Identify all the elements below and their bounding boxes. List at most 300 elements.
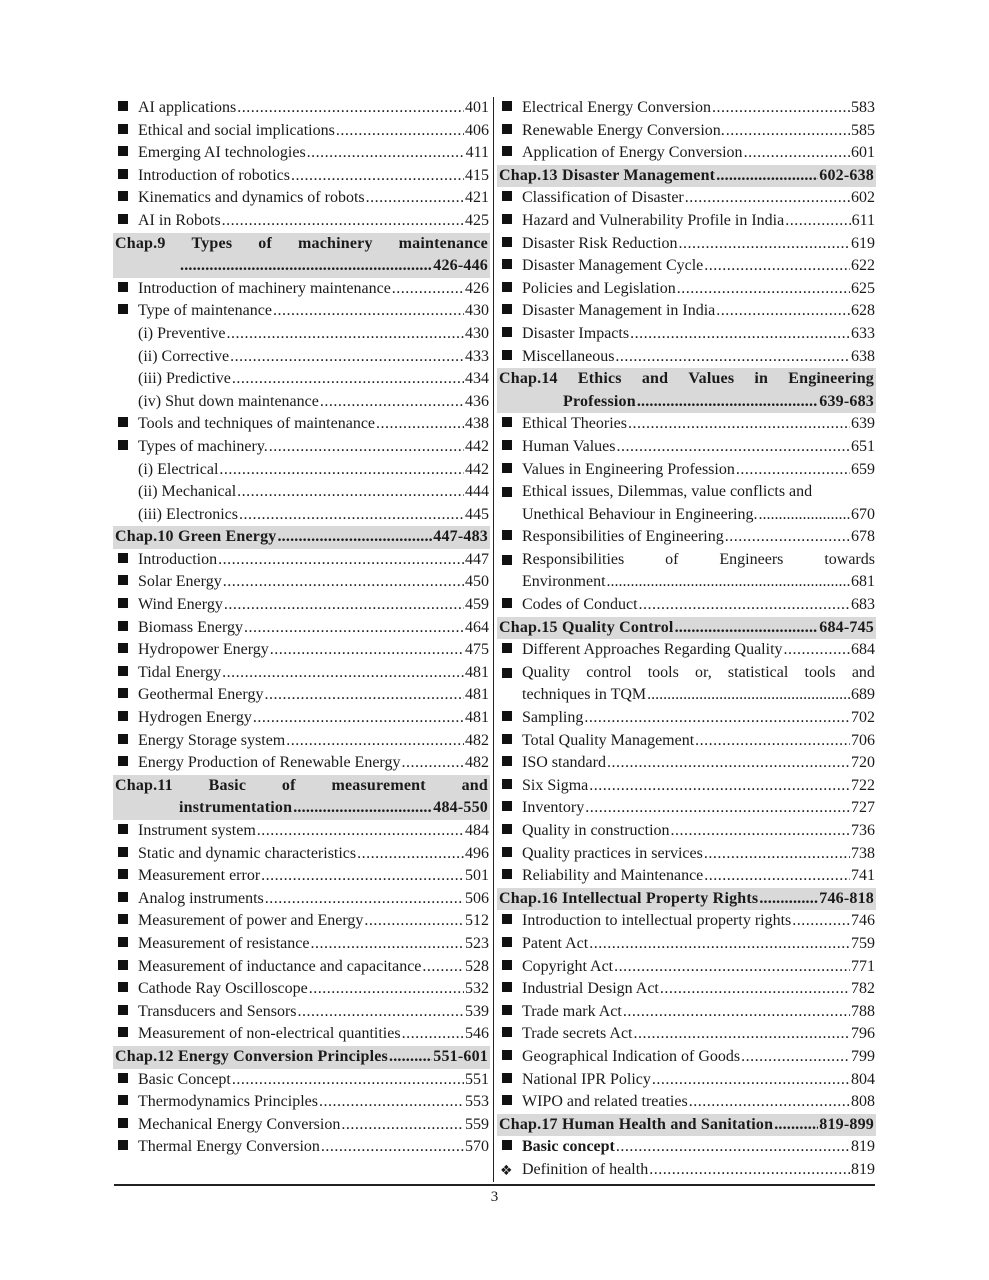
entry-page-number: 436: [465, 392, 489, 410]
entry-title: Type of maintenance: [138, 302, 272, 320]
entry-title: Introduction to intellectual property rights: [522, 912, 792, 930]
toc-entry[interactable]: [114, 187, 489, 210]
dot-leader: [239, 504, 464, 527]
entry-title: ISO standard: [522, 754, 606, 772]
chapter-title: Chap.13 Disaster Management: [499, 166, 716, 184]
chapter-number: Chap.11: [115, 776, 173, 794]
chapter-heading[interactable]: [497, 888, 876, 911]
toc-columns: [114, 97, 875, 1182]
entry-page-number: 442: [465, 437, 489, 455]
toc-entry[interactable]: [498, 1046, 875, 1069]
dot-leader: [704, 255, 850, 278]
entry-title-word: tools: [647, 663, 679, 681]
dot-leader: [364, 910, 464, 933]
toc-entry[interactable]: [114, 662, 489, 685]
toc-entry[interactable]: [498, 1091, 875, 1114]
entry-title: Transducers and Sensors: [138, 1002, 297, 1020]
dot-leader: [704, 843, 850, 866]
toc-entry[interactable]: [498, 594, 875, 617]
toc-entry[interactable]: [498, 730, 875, 753]
toc-entry[interactable]: [114, 1023, 489, 1046]
chapter-line: [499, 888, 874, 911]
dot-leader: [224, 594, 464, 617]
dot-leader: [677, 278, 850, 301]
dot-leader: [726, 120, 850, 143]
toc-entry[interactable]: [498, 1001, 875, 1024]
entry-page-number: 559: [465, 1115, 489, 1133]
entry-title: Patent Act: [522, 934, 589, 952]
entry-page-number: 771: [851, 957, 875, 975]
chapter-title-word: Types: [191, 234, 233, 252]
dot-leader: [320, 391, 464, 414]
dot-leader: [614, 956, 850, 979]
entry-title: National IPR Policy: [522, 1070, 651, 1088]
square-bullet-icon: [498, 481, 522, 504]
entry-page-number: 546: [465, 1025, 489, 1043]
chapter-title-continued: Profession: [563, 392, 636, 410]
entry-page-number: 759: [851, 934, 875, 952]
entry-title: Reliability and Maintenance: [522, 867, 704, 885]
dot-leader: [584, 707, 850, 730]
entry-title: Disaster Management Cycle: [522, 257, 704, 275]
chapter-title: Chap.15 Quality Control: [499, 618, 674, 636]
toc-entry[interactable]: [114, 549, 489, 572]
entry-title: Responsibilities of Engineering: [522, 528, 724, 546]
entry-page-number: 602: [851, 189, 875, 207]
chapter-line: [499, 165, 874, 188]
toc-entry[interactable]: [114, 752, 489, 775]
toc-entry[interactable]: [114, 843, 489, 866]
chapter-line-1: [115, 233, 488, 256]
toc-entry[interactable]: [114, 368, 489, 391]
entry-page-number: 426: [465, 279, 489, 297]
chapter-title: Chap.12 Energy Conversion Principles: [115, 1047, 388, 1065]
toc-entry[interactable]: [114, 481, 489, 504]
toc-left-column: [114, 97, 494, 1182]
toc-entry[interactable]: [498, 662, 875, 707]
chapter-line-2: [115, 797, 488, 820]
dot-leader: [309, 978, 464, 1001]
chapter-heading[interactable]: [113, 775, 490, 820]
entry-title: Different Approaches Regarding Quality: [522, 641, 783, 659]
entry-page-number: 484: [465, 822, 489, 839]
dot-leader: [660, 978, 850, 1001]
toc-entry[interactable]: [114, 436, 489, 459]
toc-entry[interactable]: [114, 300, 489, 323]
entry-title: Basic concept: [522, 1138, 615, 1156]
entry-page-number: 501: [465, 867, 489, 885]
dot-leader: [628, 413, 850, 436]
entry-title: Disaster Management in India: [522, 302, 716, 320]
entry-page-number: 788: [851, 1002, 875, 1020]
chapter-title-word: of: [258, 234, 272, 252]
entry-page-number: 430: [465, 302, 489, 320]
chapter-title-word: measurement: [331, 776, 426, 794]
chapter-page-range: 684-745: [819, 618, 874, 636]
toc-entry[interactable]: [114, 865, 489, 888]
toc-entry[interactable]: [114, 323, 489, 346]
toc-entry[interactable]: [498, 1136, 875, 1159]
entry-title: Instrument system: [138, 822, 256, 839]
chapter-heading[interactable]: [497, 368, 876, 413]
toc-entry[interactable]: [114, 1091, 489, 1114]
toc-entry[interactable]: [114, 978, 489, 1001]
entry-page-number: 736: [851, 822, 875, 839]
entry-title: Hydropower Energy: [138, 641, 269, 659]
entry-title-line-2: techniques in TQM: [522, 686, 647, 704]
toc-entry[interactable]: [498, 843, 875, 866]
toc-entry[interactable]: [114, 820, 489, 843]
entry-page-number: 819: [851, 1160, 875, 1178]
entry-title: Ethical and social implications: [138, 121, 335, 139]
chapter-heading[interactable]: [113, 1046, 490, 1069]
dot-leader: [265, 888, 464, 911]
entry-page-number: 512: [465, 912, 489, 930]
toc-entry[interactable]: [498, 1069, 875, 1092]
toc-entry[interactable]: [114, 1136, 489, 1159]
entry-page-number: 438: [465, 415, 489, 433]
toc-entry[interactable]: [498, 820, 875, 843]
entry-page-number: 796: [851, 1025, 875, 1043]
entry-page-number: 681: [851, 573, 875, 591]
entry-page-number: 722: [851, 776, 875, 794]
toc-entry[interactable]: [498, 707, 875, 730]
entry-page-number: 425: [465, 211, 489, 229]
toc-entry[interactable]: [114, 910, 489, 933]
entry-page-number: 625: [851, 279, 875, 297]
entry-title-word: Quality: [522, 663, 570, 681]
dot-leader: [223, 571, 464, 594]
entry-title: Static and dynamic characteristics: [138, 844, 357, 862]
toc-entry[interactable]: [498, 752, 875, 775]
toc-entry[interactable]: [498, 1023, 875, 1046]
entry-title: Cathode Ray Oscilloscope: [138, 980, 308, 998]
dot-leader: [341, 1114, 464, 1137]
dot-leader: [222, 662, 464, 685]
entry-page-number: 450: [465, 573, 489, 591]
entry-title: Definition of health: [522, 1160, 649, 1178]
chapter-page-range: 602-638: [819, 166, 874, 184]
dot-leader: [615, 346, 850, 369]
dot-leader: [237, 481, 464, 504]
entry-page-number: 628: [851, 302, 875, 320]
entry-page-number: 702: [851, 709, 875, 727]
dot-leader: [792, 910, 850, 933]
toc-entry[interactable]: [114, 730, 489, 753]
entry-page-number: 523: [465, 934, 489, 952]
entry-page-number: 411: [465, 144, 489, 162]
entry-title: (iii) Electronics: [138, 505, 238, 523]
entry-title: Trade mark Act: [522, 1002, 622, 1020]
toc-entry[interactable]: [114, 504, 489, 527]
entry-page-number: 804: [851, 1070, 875, 1088]
chapter-heading[interactable]: [497, 165, 876, 188]
entry-page-number: 622: [851, 257, 875, 275]
entry-title: Measurement of non-electrical quantities: [138, 1025, 401, 1043]
toc-entry[interactable]: [498, 481, 875, 526]
entry-page-number: 819: [851, 1138, 875, 1156]
entry-title: Energy Production of Renewable Energy: [138, 754, 401, 772]
entry-title: Types of machinery.: [138, 437, 268, 455]
entry-page-number: 482: [465, 754, 489, 772]
toc-entry[interactable]: [498, 323, 875, 346]
toc-entry[interactable]: [498, 413, 875, 436]
entry-title: Ethical Theories: [522, 415, 627, 433]
toc-entry[interactable]: [498, 526, 875, 549]
toc-entry[interactable]: [498, 187, 875, 210]
toc-entry[interactable]: [498, 233, 875, 256]
dot-leader: [649, 1159, 850, 1182]
chapter-line: [499, 1114, 874, 1137]
chapter-title-word: Basic: [208, 776, 247, 794]
dot-leader: [695, 730, 850, 753]
entry-page-number: 434: [465, 370, 489, 388]
toc-entry[interactable]: [498, 142, 875, 165]
chapter-title: Chap.10 Green Energy: [115, 528, 277, 546]
dot-leader: [634, 1023, 851, 1046]
entry-page-number: 445: [465, 505, 489, 523]
entry-title: Six Sigma: [522, 776, 589, 794]
entry-title: Copyright Act: [522, 957, 614, 975]
entry-page-number: 678: [851, 528, 875, 546]
entry-page-number: 496: [465, 844, 489, 862]
toc-entry[interactable]: [498, 210, 875, 233]
chapter-title-word: Values: [688, 370, 735, 388]
entry-page-number: 585: [851, 121, 875, 139]
entry-page-number: 475: [465, 641, 489, 659]
dot-leader: [759, 888, 818, 911]
chapter-title-word: maintenance: [398, 234, 488, 252]
chapter-page-range: 746-818: [819, 889, 874, 907]
toc-entry[interactable]: [114, 97, 489, 120]
toc-entry[interactable]: [114, 391, 489, 414]
dot-leader: [257, 820, 464, 843]
entry-page-number: 421: [465, 189, 489, 207]
toc-entry[interactable]: [114, 346, 489, 369]
table-of-contents-page: [114, 97, 875, 1206]
entry-line-2: [498, 504, 875, 527]
chapter-title-word: in: [754, 370, 769, 388]
chapter-heading[interactable]: [113, 526, 490, 549]
entry-title: Wind Energy: [138, 596, 223, 614]
toc-entry[interactable]: [114, 617, 489, 640]
entry-title: Inventory: [522, 799, 585, 817]
dot-leader: [679, 233, 850, 256]
chapter-title-word: machinery: [297, 234, 373, 252]
toc-entry[interactable]: [114, 956, 489, 979]
entry-title-word: of: [665, 550, 679, 568]
entry-line-1: [498, 662, 875, 685]
toc-entry[interactable]: [114, 1001, 489, 1024]
dot-leader: [389, 1046, 432, 1069]
toc-entry[interactable]: [498, 978, 875, 1001]
entry-page-number: 638: [851, 347, 875, 365]
dot-leader: [689, 1091, 850, 1114]
toc-entry[interactable]: [498, 346, 875, 369]
entry-line-2: [498, 571, 875, 594]
toc-entry[interactable]: [114, 413, 489, 436]
chapter-page-range: 819-899: [819, 1115, 874, 1133]
chapter-page-range: 447-483: [433, 528, 488, 546]
entry-title: Thermal Energy Conversion: [138, 1138, 320, 1156]
toc-entry[interactable]: [498, 459, 875, 482]
toc-entry[interactable]: [498, 956, 875, 979]
entry-page-number: 741: [851, 867, 875, 885]
toc-entry[interactable]: [114, 1114, 489, 1137]
chapter-heading[interactable]: [497, 1114, 876, 1137]
toc-entry[interactable]: [114, 1069, 489, 1092]
entry-title-line-1: [522, 662, 875, 685]
entry-title: Codes of Conduct: [522, 596, 638, 614]
entry-title: (iv) Shut down maintenance: [138, 392, 319, 410]
entry-page-number: 782: [851, 980, 875, 998]
dot-leader: [310, 933, 464, 956]
entry-title: Energy Storage system: [138, 731, 286, 749]
entry-title: Miscellaneous: [522, 347, 615, 365]
toc-entry[interactable]: [114, 684, 489, 707]
entry-page-number: 727: [851, 799, 875, 817]
entry-title: Electrical Energy Conversion: [522, 99, 711, 116]
dot-leader: [616, 1136, 850, 1159]
entry-title: Biomass Energy: [138, 618, 244, 636]
toc-entry[interactable]: [114, 571, 489, 594]
toc-entry[interactable]: [498, 797, 875, 820]
dot-leader: [321, 1136, 464, 1159]
dot-leader: [736, 459, 850, 482]
entry-page-number: 532: [465, 980, 489, 998]
toc-entry[interactable]: [114, 594, 489, 617]
chapter-page-range: 639-683: [819, 392, 874, 410]
dot-leader: [616, 436, 850, 459]
entry-title-word: Engineers: [719, 550, 784, 568]
toc-entry[interactable]: [498, 255, 875, 278]
dot-leader: [392, 278, 464, 301]
dot-leader: [261, 865, 464, 888]
dot-leader: [402, 1023, 464, 1046]
toc-entry[interactable]: [114, 165, 489, 188]
toc-entry[interactable]: [114, 459, 489, 482]
entry-title: (iii) Predictive: [138, 370, 231, 388]
toc-entry[interactable]: [498, 910, 875, 933]
toc-entry[interactable]: [114, 278, 489, 301]
chapter-heading[interactable]: [497, 617, 876, 640]
toc-entry[interactable]: [498, 549, 875, 594]
dot-leader: [319, 1091, 464, 1114]
toc-entry[interactable]: [498, 865, 875, 888]
toc-entry[interactable]: [498, 120, 875, 143]
chapter-title: Chap.17 Human Health and Sanitation: [499, 1115, 774, 1133]
dot-leader: [218, 549, 464, 572]
entry-title: AI in Robots: [138, 211, 221, 229]
dot-leader: [270, 639, 464, 662]
entry-page-number: 401: [465, 99, 489, 116]
entry-title: Sampling: [522, 709, 584, 727]
entry-title: Classification of Disaster: [522, 189, 684, 207]
entry-title: Introduction of machinery maintenance: [138, 279, 391, 297]
entry-title: Thermodynamics Principles: [138, 1093, 318, 1111]
entry-title: Policies and Legislation: [522, 279, 676, 297]
entry-page-number: 808: [851, 1093, 875, 1111]
entry-title: Industrial Design Act: [522, 980, 659, 998]
dot-leader: [293, 797, 432, 820]
toc-entry[interactable]: [498, 436, 875, 459]
dot-leader: [647, 684, 850, 707]
entry-page-number: 481: [465, 663, 489, 681]
entry-title: Quality in construction: [522, 822, 670, 839]
entry-page-number: 528: [465, 957, 489, 975]
entry-page-number: 720: [851, 754, 875, 772]
entry-page-number: 601: [851, 144, 875, 162]
toc-entry[interactable]: [114, 933, 489, 956]
entry-title-word: tools: [804, 663, 836, 681]
entry-title: Emerging AI technologies: [138, 144, 306, 162]
dot-leader: [589, 933, 850, 956]
entry-title: Disaster Risk Reduction: [522, 234, 678, 252]
toc-entry[interactable]: [498, 300, 875, 323]
entry-title-line-1: [522, 481, 875, 504]
toc-entry[interactable]: [114, 142, 489, 165]
entry-title: Application of Energy Conversion: [522, 144, 743, 162]
toc-entry[interactable]: [114, 888, 489, 911]
chapter-title-word: of: [281, 776, 296, 794]
chapter-number: Chap.9: [115, 234, 166, 252]
entry-page-number: 539: [465, 1002, 489, 1020]
entry-title: Hydrogen Energy: [138, 709, 252, 727]
entry-title: Basic Concept: [138, 1070, 231, 1088]
toc-entry[interactable]: [114, 120, 489, 143]
entry-page-number: 481: [465, 686, 489, 704]
chapter-title: Chap.16 Intellectual Property Rights: [499, 889, 759, 907]
entry-page-number: 689: [851, 686, 875, 704]
toc-entry[interactable]: [114, 639, 489, 662]
chapter-line-2: [499, 391, 874, 414]
dot-leader: [652, 1069, 850, 1092]
toc-entry[interactable]: [114, 707, 489, 730]
toc-entry[interactable]: [498, 278, 875, 301]
toc-entry[interactable]: [498, 775, 875, 798]
entry-title: (i) Preventive: [138, 324, 226, 342]
toc-entry[interactable]: [498, 639, 875, 662]
dot-leader: [744, 142, 850, 165]
dot-leader: [232, 368, 464, 391]
dot-leader: [219, 459, 464, 482]
chapter-heading[interactable]: [113, 233, 490, 278]
entry-page-number: 683: [851, 596, 875, 614]
dot-leader: [232, 1069, 464, 1092]
page-number: 3: [490, 1188, 499, 1205]
dot-leader: [716, 300, 850, 323]
entry-title: Total Quality Management: [522, 731, 695, 749]
chapter-title-word: Engineering: [788, 370, 874, 388]
chapter-title-word: Ethics: [577, 370, 622, 388]
toc-entry[interactable]: [498, 933, 875, 956]
toc-entry[interactable]: [498, 97, 875, 120]
entry-title: Tools and techniques of maintenance: [138, 415, 376, 433]
entry-title-word: statistical: [727, 663, 789, 681]
entry-page-number: 459: [465, 596, 489, 614]
entry-page-number: 799: [851, 1047, 875, 1065]
dot-leader: [269, 436, 464, 459]
entry-page-number: 670: [851, 505, 875, 523]
dot-leader: [671, 820, 850, 843]
dot-leader: [366, 187, 464, 210]
entry-title-line-2: Unethical Behaviour in Engineering.: [522, 505, 758, 523]
toc-entry[interactable]: [498, 1159, 875, 1182]
entry-page-number: 442: [465, 460, 489, 478]
entry-title: Values in Engineering Profession: [522, 460, 735, 478]
entry-title: Geothermal Energy: [138, 686, 264, 704]
toc-entry[interactable]: [114, 210, 489, 233]
